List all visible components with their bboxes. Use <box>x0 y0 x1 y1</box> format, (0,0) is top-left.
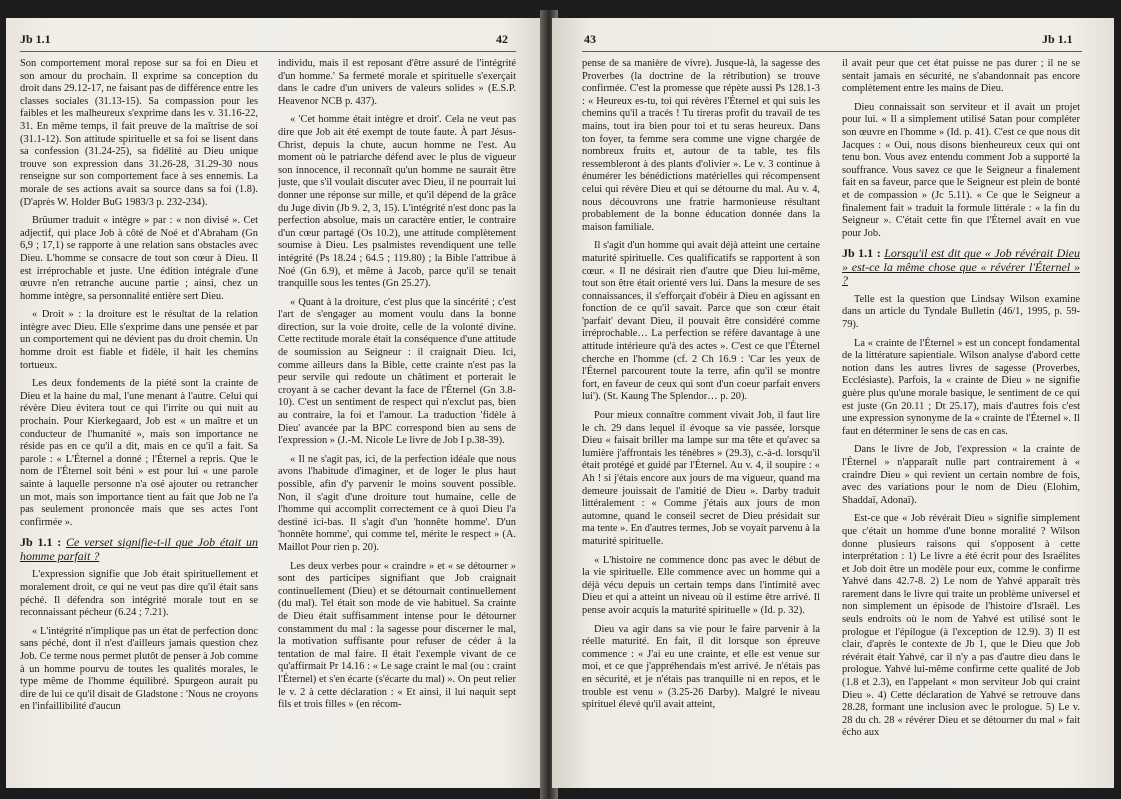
paragraph: il avait peur que cet état puisse ne pas durer ; il ne se sentait jamais en sécurité, ne s'abandonnait pas encore complètement entre les mains de Dieu. <box>842 58 1080 95</box>
left-running-head: Jb 1.1 <box>20 32 51 46</box>
paragraph: Il s'agit d'un homme qui avait déjà atteint une certaine maturité spirituelle. Ces qualificatifs se rapportent à son cœur. « Il ne désirait rien d'autre que Dieu lui-même, tout son être était orienté vers lui. Dans la mesure de ses connaissances, il s'efforçait d'obéir à Dieu en agissant en fonction de ce qu'il savait. Parce que son cœur était 'parfait' devant Dieu, il pouvait être considéré comme irréprochable… La perfection se réfère davantage à une attitude intérieure qu'à des actes ». C'est ce que l'Éternel cherche en l'homme (cf. 2 Ch 16.9 : 'Car les yeux de l'Éternel parcourent toute la terre, afin qu'il se montre fort, en faveur de ceux qui sont d'un coeur parfait envers lui'). (St. Kaung The Splendor… p. 20). <box>582 240 820 403</box>
question-heading <box>20 536 258 563</box>
paragraph: Dans le livre de Job, l'expression « la crainte de l'Éternel » n'apparaît nulle part contrairement à « craindre Dieu » qui revient un certain nombre de fois, avec des variations pour le nom de Dieu (Elohim, Shaddaï, Adonaï). <box>842 444 1080 506</box>
paragraph: Son comportement moral repose sur sa foi en Dieu et son amour du prochain. Il exprime sa conception du droit dans 29.12-17, ne faisant pas de différence entre les classes sociales (31.13-15). Sa compassion pour les faibles et les malheureux s'exprime dans les v. 31.16-22, 31. En même temps, il fait preuve de la maîtrise de soi (31.1-12). Son attitude spirituelle et sa foi se lisent dans sa confession (31.24-25), sa fidélité au Dieu unique trouve son expression dans 31.26-28, 31.29-30 nous renseigne sur son comportement face à ses ennemis. La morale de ses actions avait sa source dans sa foi (1.8). (D'après W. Holder BuG 1983/3 p. 232-234). <box>20 58 258 208</box>
left-header-rule <box>20 51 516 52</box>
left-column-2 <box>278 58 516 780</box>
paragraph: « Quant à la droiture, c'est plus que la sincérité ; c'est l'art de s'engager au moment voulu dans la bonne direction, sur la voie droite, celle de la volonté divine. Cette rectitude morale était la conséquence d'une attitude de soumission au Seigneur : il craignait Dieu. Ici, comme ailleurs dans la Bible, cette crainte n'est pas la peur servile qui redoute un châtiment et porterait le croyant à se cacher devant la face de l'Éternel (Gn 3.8-10). C'est un sentiment de respect qui n'exclut pas, bien au contraire, la foi et l'amour. La traduction 'fidèle à Dieu' avancée par la BPC correspond bien au sens de l'expression » (J.-M. Nicole Le livre de Job I p.38-39). <box>278 296 516 447</box>
paragraph: pense de sa manière de vivre). Jusque-là, la sagesse des Proverbes (la doctrine de la rétribution) se trouve confirmée. C'est la promesse que répète aussi Ps 128.1-3 : « Heureux es-tu, toi qui révères l'Éternel et qui suis les chemins qu'il a tracés ! Tu tireras profit du travail de tes mains, tout ira bien pour toi et tu seras heureux. Dans ton foyer, ta femme sera comme une vigne chargée de nombreux fruits et, autour de ta table, tes fils ressembleront à des plants d'olivier ». Le v. 3 continue à énumérer les bénédictions matérielles qui récompensent celui qui révère Dieu et qui se détourne du mal. Au v. 4, nous découvrons une fratrie harmonieuse résultant probablement de la bonne éducation donnée dans la maison familiale. <box>582 58 820 233</box>
right-running-head: Jb 1.1 <box>1042 32 1073 46</box>
heading-question: Ce verset signifie-t-il que Job était un homme parfait ? <box>20 535 258 563</box>
right-page-number: 43 <box>584 32 596 46</box>
paragraph: Dieu va agir dans sa vie pour le faire parvenir à la réelle maturité. En fait, il dit lorsque son épreuve commence : « J'ai eu une crainte, et elle est venue sur moi, et ce que j'appréhendais m'est arrivé. Je n'étais pas en sécurité, et je n'étais pas tranquille ni en repos, et le trouble est venu » (3.25-26 Darby). Malgré le niveau spirituel élevé qu'il avait atteint, <box>582 623 820 711</box>
paragraph: « Il ne s'agit pas, ici, de la perfection idéale que nous avons l'habitude d'imaginer, et de loger le plus haut possible, afin d'y parvenir le moins souvent possible. Non, il s'agit d'une droiture tout humaine, celle de l'homme qui accomplit correctement ce à quoi Dieu l'a destiné ici-bas. Il s'agit d'un 'honnête homme'. D'un 'honnête homme', qui comme tel, mérite le respect » (A. Maillot Pour rien p. 20). <box>278 453 516 553</box>
paragraph: « Droit » : la droiture est le résultat de la relation intègre avec Dieu. Elle s'exprime dans une pensée et par un comportement qui ne dévient pas du droit chemin. Un homme droit est fiable et fidèle, il hait les chemins tortueux. <box>20 309 258 371</box>
right-column-1 <box>582 58 820 780</box>
paragraph: La « crainte de l'Éternel » est un concept fondamental de la littérature sapientiale. Wilson analyse d'abord cette notion dans les autres livres de sagesse (Proverbes, Ecclésiaste). Parfois, la « crainte de Dieu » ne signifie guère plus qu'une morale basique, le sentiment de ce qui est juste (Gn 20.11 ; Dt 25.17), mais d'autres fois c'est une expression synonyme de la « crainte de l'Éternel ». Il faut en déterminer le sens de cas en cas. <box>842 337 1080 437</box>
paragraph: L'expression signifie que Job était spirituellement et moralement droit, ce qui ne veut pas dire qu'il était sans péché. Il défendra son intégrité morale tout en se reconnaissant pécheur (6.24 ; 7.21). <box>20 569 258 619</box>
paragraph: Les deux verbes pour « craindre » et « se détourner » sont des participes signifiant que Job craignait continuellement (Dieu) et se détournait continuellement (du mal). Tel était son mode de vie habituel. Sa crainte de Dieu était suffisamment intense pour le détourner constamment du mal : la sagesse pour discerner le mal, la motivation suffisante pour refuser de céder à la tentation de mal faire. Il était l'exemple vivant de ce qu'affirmait Pr 14.16 : « Le sage craint le mal (ou : craint l'Éternel) et s'en écarte (s'écarte du mal) ». On peut relier le v. 2 à cette déclaration : « Et ainsi, il lui naquit sept fils et trois filles » (en récom- <box>278 560 516 711</box>
paragraph: Dieu connaissait son serviteur et il avait un projet pour lui. « Il a simplement utilisé Satan pour compléter son œuvre en l'homme » (Id. p. 41). C'est ce que nous dit Jacques : « Oui, nous disons bienheureux ceux qui ont tenu bon. Vous avez entendu comment Job a supporté la souffrance. Vous savez ce que le Seigneur a finalement fait en sa faveur, parce que le Seigneur est plein de bonté et de compassion » (Jc 5.11). « Ce que le Seigneur a finalement fait » traduit la formule littérale : « la fin du Seigneur ». C'était cette fin que l'Éternel avait en vue pour Job. <box>842 101 1080 239</box>
left-page <box>6 18 546 788</box>
paragraph: « 'Cet homme était intègre et droit'. Cela ne veut pas dire que Job ait été exempt de toute faute. À part Jésus-Christ, depuis la chute, aucun homme ne l'est. Au moment où le patriarche défend avec le plus de vigueur son innocence, il reconnaît qu'un homme ne saurait être juste, que s'il voulait discuter avec Dieu, il ne pourrait lui donner une réponse sur mille, et qu'il dépend de la grâce du Juge divin (Jb 9. 2, 3, 15). L'intégrité n'est donc pas la perfection absolue, mais un caractère entier, le contraire d'un cœur partagé (Os 10.2), une attitude complètement soumise à Dieu. Les psalmistes revendiquent une telle intégrité (Ps 18.24 ; 64.5 ; 119.80) ; la Bible l'attribue à Noé (Gn 6.9), et même à Jacob, parce qu'il se tenait tranquille sous les tentes (Gn 25.27). <box>278 114 516 290</box>
left-column-1 <box>20 58 258 780</box>
paragraph: Brüumer traduit « intègre » par : « non divisé ». Cet adjectif, qui place Job à côté de Noé et d'Abraham (Gn 6,9 ; 17,1) se rapporte à une relation sans obstacles avec Dieu. L'homme se consacre de tout son cœur à Dieu. Il est irréprochable et juste. Une édition intégrale d'une œuvre n'en retranche aucune partie ; ainsi, chez un homme intègre, sa personnalité entière sert Dieu. <box>20 215 258 302</box>
right-header-rule <box>582 51 1082 52</box>
paragraph: Est-ce que « Job révérait Dieu » signifie simplement que c'était un homme d'une bonne moralité ? Wilson donne plusieurs raisons qui s'opposent à cette interprétation : 1) Le livre a été écrit pour des Israélites et Job doit être un modèle pour eux, comme le confirme Yahvé dans 42.7-8. 2) Le nom de Yahvé apparaît très rarement dans le livre qui traite un problème universel et non simplement un épisode de l'histoire d'Israël. Les seuls endroits où le nom de Yahvé est utilisé sont le prologue et l'épilogue (à l'exception de 12.9). 3) Il est clair, d'après le contexte de Jb 1, que le Dieu que Job révérait était Yahvé, car il n'y a pas d'autre dieu dans le prologue. Yahvé lui-même confirme cette qualité de Job (1.8 et 2.3), en l'appelant « mon serviteur Job qui craint Dieu ». 4) Cette déclaration de Yahvé se retrouve dans 28.28, formant une inclusion avec le prologue. 5) Le v. 28 du ch. 28 « révérer Dieu et se détourner du mal » fait écho aux <box>842 513 1080 739</box>
paragraph: Pour mieux connaître comment vivait Job, il faut lire le ch. 29 dans lequel il évoque sa vie passée, lorsque Dieu « faisait briller ma lampe sur ma tête et qu'avec sa lumière j'affrontais les ténèbres » (29.3), c.-à-d. lorsqu'il était protégé et guidé par l'Éternel. Au v. 4, il soupire : « Ah ! si j'étais encore aux jours de ma vigueur, quand ma demeure jouissait de l'amitié de Dieu ». Darby traduit littéralement : « Comme j'étais aux jours de mon automne, quand le conseil secret de Dieu présidait sur ma tente ». En d'autres termes, Job se voyait parvenu à la maturité spirituelle. <box>582 410 820 547</box>
heading-ref: Jb 1.1 : <box>20 535 62 550</box>
heading-ref: Jb 1.1 : <box>842 246 881 261</box>
paragraph: Les deux fondements de la piété sont la crainte de Dieu et la haine du mal, l'une menant à l'autre. Celui qui révère Dieu évitera tout ce qui l'irrite ou qui nuit au prochain. Pour Kierkegaard, Job est « un maître et un conducteur de l'humanité », mais son importance ne réside pas en ce qu'il a dit, mais en ce qu'il a fait. Sa parole : « L'Éternel a donné ; l'Éternel a repris. Que le nom de l'Éternel soit béni » est pour lui « une parole sainte à laquelle personne n'a osé ajouter ou retrancher un mot, mais son importance tient au fait que Job ne l'a pas seulement prononcée mais que ses actes l'ont confirmée ». <box>20 378 258 528</box>
left-page-number: 42 <box>496 32 508 46</box>
right-page <box>552 18 1114 788</box>
paragraph: « L'intégrité n'implique pas un état de perfection donc sans péché, dont il n'est d'ailleurs jamais question chez Job. Ce terme nous permet plutôt de penser à Job comme à un homme pourvu de toutes les qualités morales, le type même de l'homme équilibré. Spurgeon aurait pu dire de lui ce qu'il disait de Gladstone : 'Nous ne croyons en l'infaillibilité d'aucun <box>20 625 258 713</box>
question-heading <box>842 247 1080 288</box>
right-column-2 <box>842 58 1080 780</box>
paragraph: Telle est la question que Lindsay Wilson examine dans un article du Tyndale Bulletin (46/1, 1995, p. 59-79). <box>842 293 1080 330</box>
heading-question: Lorsqu'il est dit que « Job révérait Dieu » est-ce la même chose que « révérer l'Éternel » ? <box>842 246 1080 288</box>
paragraph: « L'histoire ne commence donc pas avec le début de la vie spirituelle. Elle commence avec un homme qui a déjà vécu depuis un certain temps dans l'intimité avec Dieu et qui a atteint un niveau où il estime être arrivé. Il pense avoir acquis la maturité spirituelle » (Id. p. 32). <box>582 554 820 616</box>
paragraph: individu, mais il est reposant d'être assuré de l'intégrité d'un homme.' Sa fermeté morale et spirituelle s'exerçait dans le cadre d'un univers de valeurs solides » (E.S.P. Heavenor NCB p. 437). <box>278 58 516 107</box>
